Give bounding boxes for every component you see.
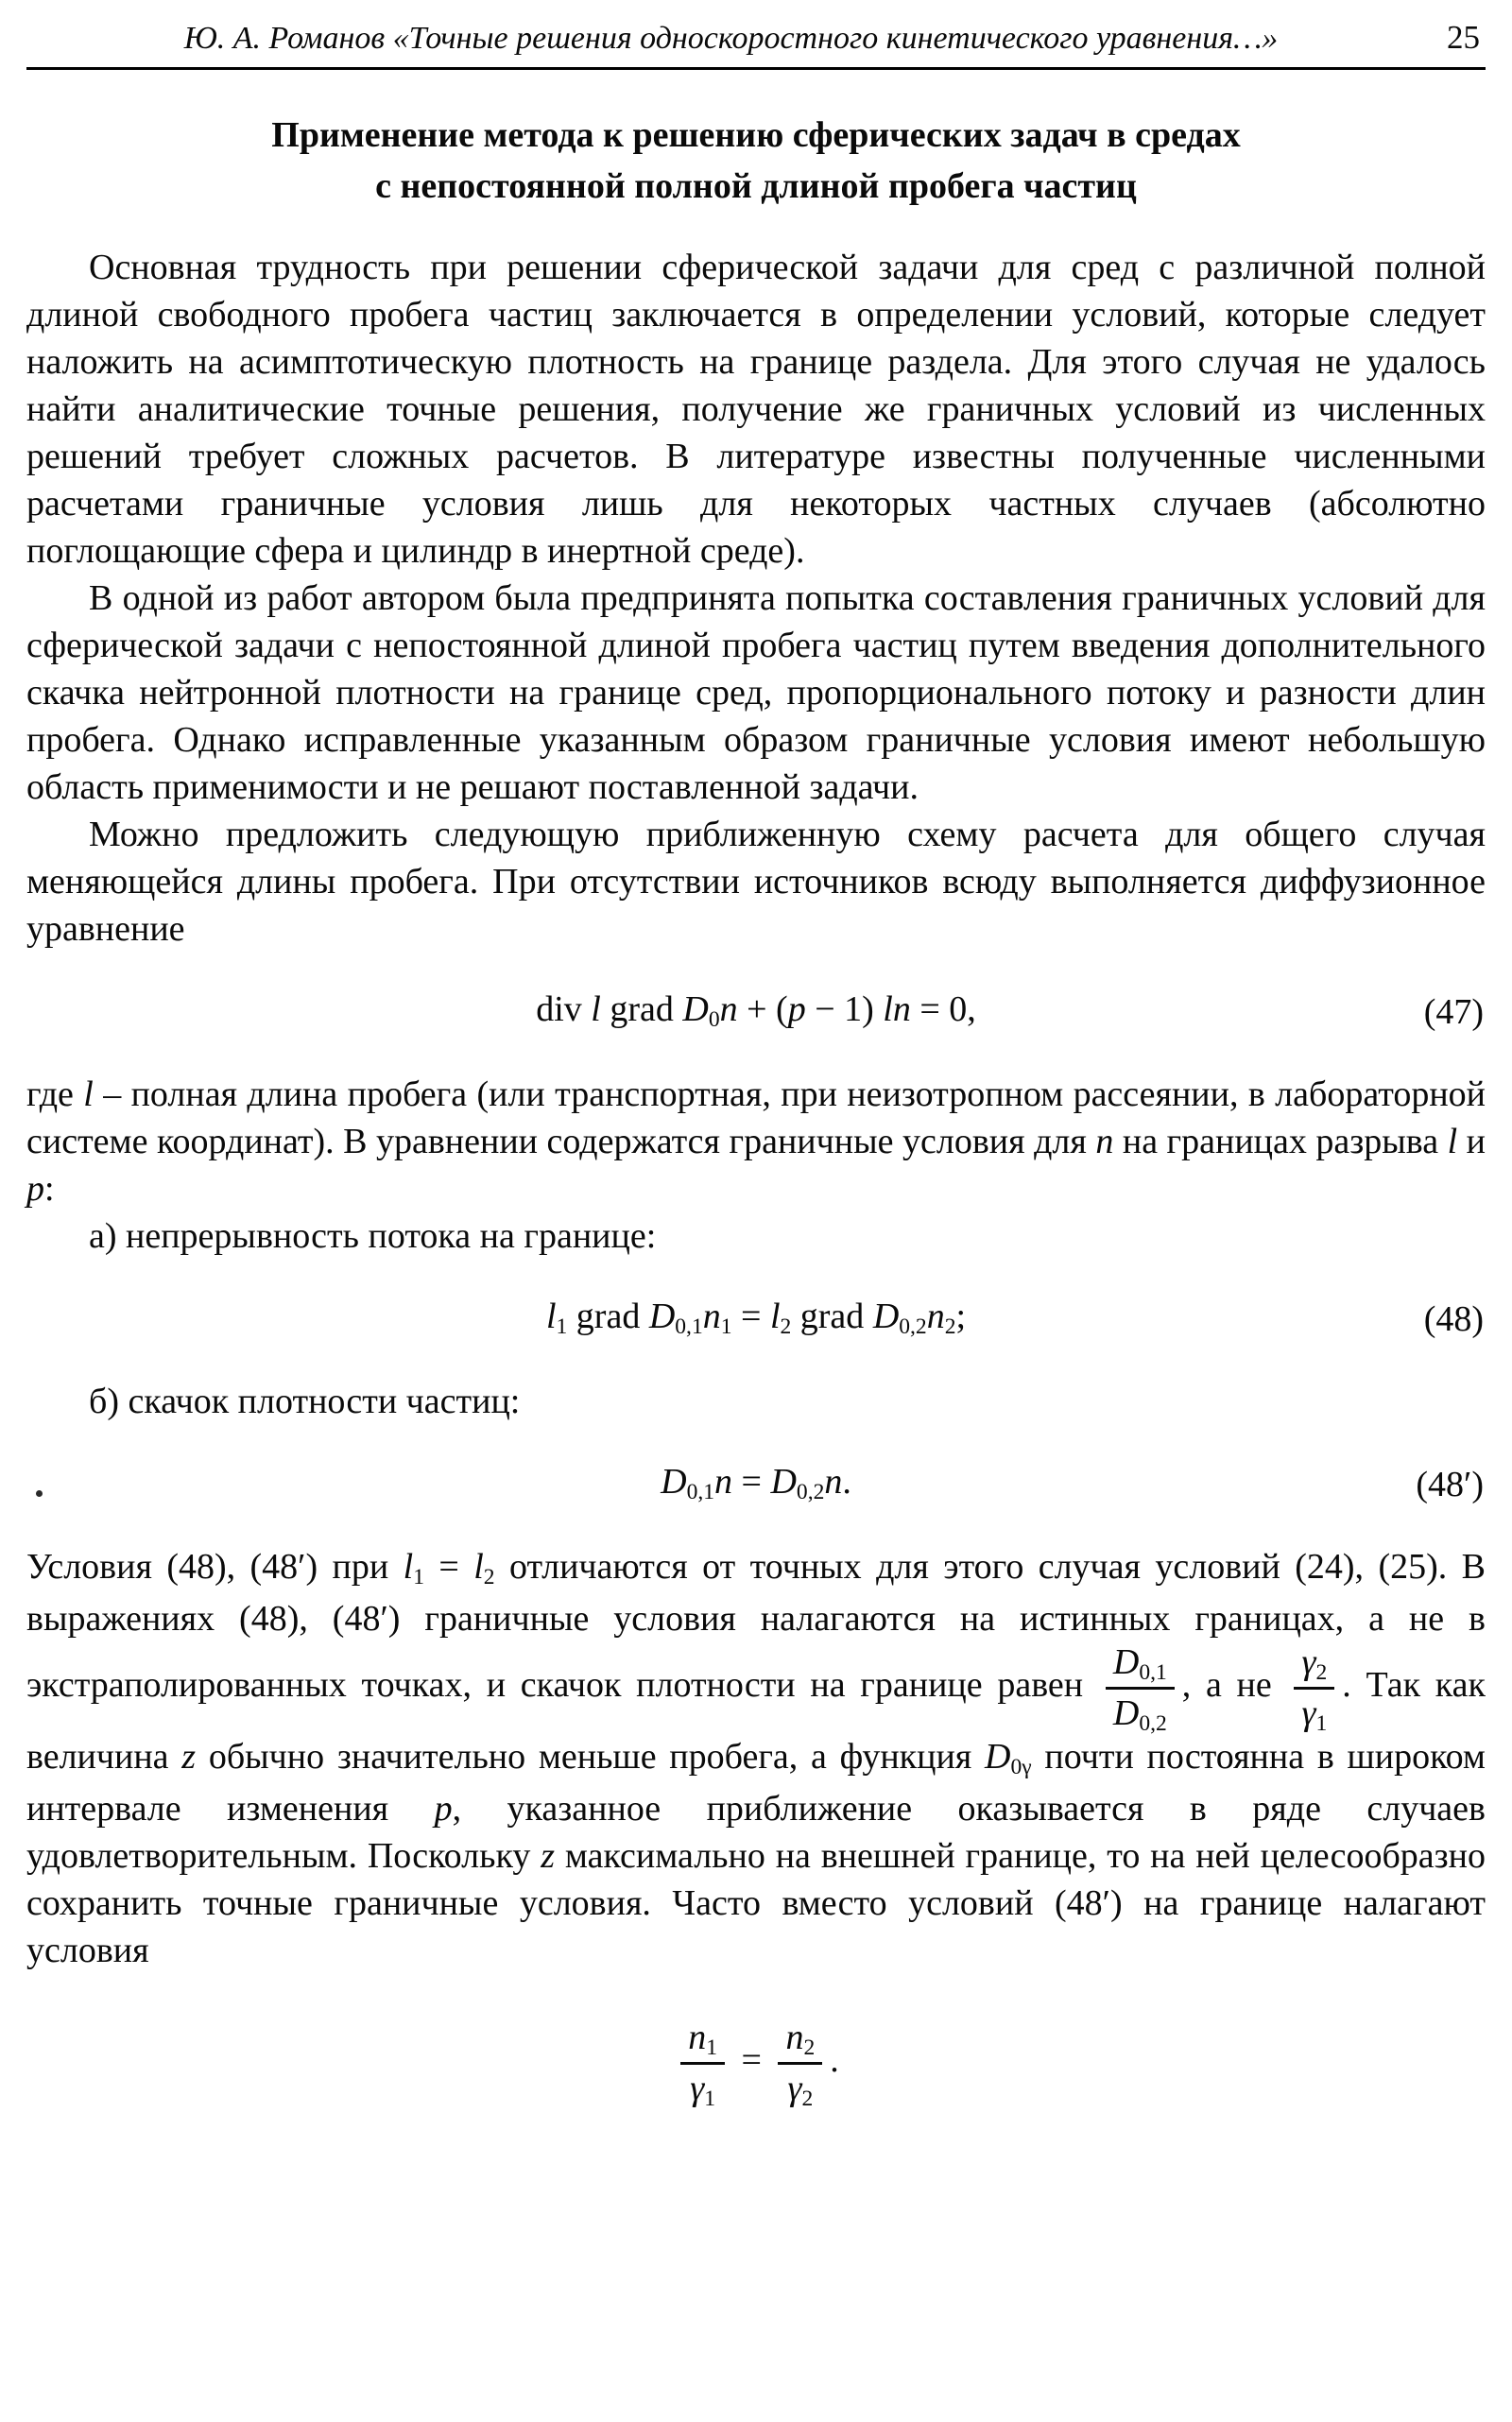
- scan-artifact-dot: [36, 1490, 43, 1497]
- list-item-b: б) скачок плотности частиц:: [89, 1382, 521, 1421]
- section-title: [26, 110, 1486, 212]
- equation-final-body: $\frac{n1}{\gamma 1}$ = $\frac{n2}{\gamma 2}$ .: [673, 2040, 839, 2080]
- equation-47-body: div l grad D0n + (p − 1) ln = 0,: [536, 989, 976, 1033]
- equation-final: [26, 2018, 1486, 2111]
- equation-48-prime-body: D0,1n = D0,2n.: [661, 1462, 851, 1505]
- equation-48-prime-number: (48′): [1416, 1464, 1484, 1504]
- paragraph-3: Можно предложить следующую приближенную схему расчета для общего случая меняющейся длины пробега. При отсутствии источников всюду выполняется диффузионное уравнение: [26, 815, 1486, 949]
- section-title-line2: с непостоянной полной длиной пробега частиц: [375, 166, 1137, 206]
- equation-48: [26, 1292, 1486, 1346]
- equation-48-body: l1 grad D0,1n1 = l2 grad D0,2n2;: [545, 1297, 967, 1340]
- paragraph-4: где l – полная длина пробега (или транспортная, при неизотропном рассеянии, в лабораторной системе координат). В уравнении содержатся граничные условия для n на границах разрыва l и p:: [26, 1074, 1486, 1209]
- page-number: 25: [1447, 19, 1480, 56]
- paragraph-5: Условия (48), (48′) при l1 = l2 отличаются от точных для этого случая условий (24), (25). В выражениях (48), (48′) граничные условия налагаются на истинных границах, а не в экстраполированных точках, и скачок плотности на границе равен $\frac{D0,1}{D0,2}$ , а не $\frac{\gamma 2}{\gamma 1}$ . Так как величина z обычно значительно меньше пробега, а функция D0γ почти постоянна в широком интервале изменения p, указанное приближение оказывается в ряде случаев удовлетворительным. Поскольку z максимально на внешней границе, то на ней целесообразно сохранить точные граничные условия. Часто вместо условий (48′) на границе налагают условия: [26, 1547, 1486, 1971]
- paragraph-2: В одной из работ автором была предпринята попытка составления граничных условий для сферической задачи с непостоянной длиной пробега частиц путем введения дополнительного скачка нейтронной плотности на границе сред, пропорционального потоку и разности длин пробега. Однако исправленные указанным образом граничные условия имеют небольшую область применимости и не решают поставленной задачи.: [26, 578, 1486, 807]
- equation-47-number: (47): [1423, 991, 1484, 1032]
- list-item-a: а) непрерывность потока на границе:: [89, 1216, 657, 1256]
- running-title: Ю. А. Романов «Точные решения односкоростного кинетического уравнения…»: [183, 21, 1279, 56]
- header-rule: [26, 67, 1486, 70]
- equation-48-number: (48): [1423, 1298, 1484, 1339]
- paragraph-1: Основная трудность при решении сферической задачи для сред с различной полной длиной свободного пробега частиц заключается в определении условий, которые следует наложить на асимптотическую плотность на границе раздела. Для этого случая не удалось найти аналитические точные решения, получение же граничных условий из численных решений требует сложных расчетов. В литературе известны полученные численными расчетами граничные условия лишь для некоторых частных случаев (абсолютно поглощающие сфера и цилиндр в инертной среде).: [26, 248, 1486, 571]
- section-title-line1: Применение метода к решению сферических задач в средах: [271, 115, 1241, 155]
- equation-48-prime: [26, 1457, 1486, 1511]
- page-header: [26, 13, 1486, 65]
- equation-47: [26, 985, 1486, 1039]
